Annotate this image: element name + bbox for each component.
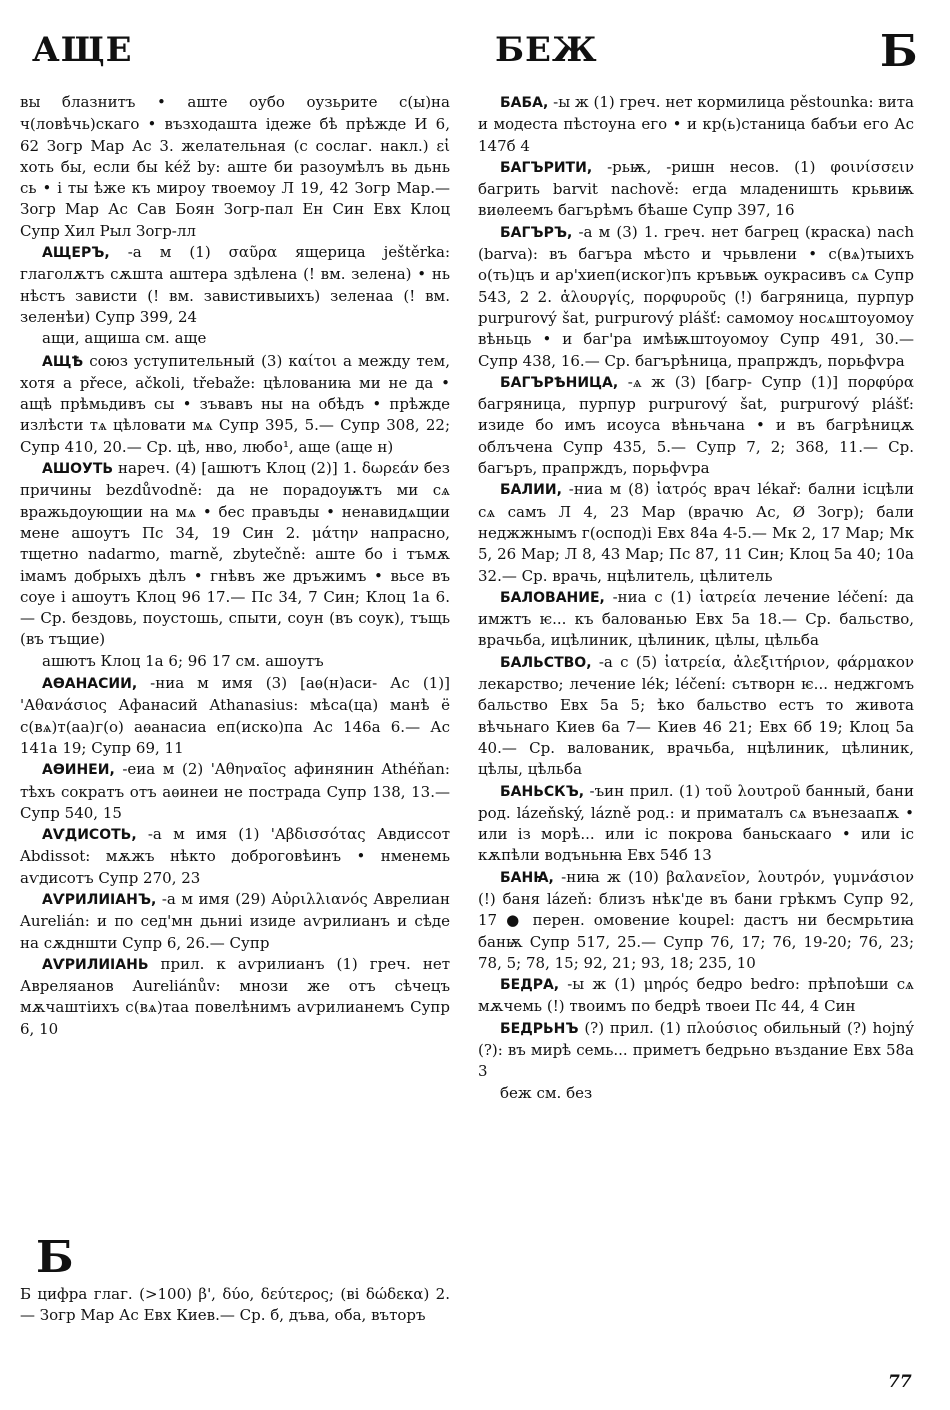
dictionary-entry <box>20 673 450 759</box>
entry-text: (?) прил. (1) πλούσιος обильный (?) hojný (?): въ мирѣ семь... приметъ бедрьно въздание Евх 58а 3 <box>478 1018 914 1081</box>
headword: БАГЪРИТИ, <box>500 159 593 176</box>
dictionary-entry <box>478 974 914 1018</box>
dictionary-entry: Б цифра глаг. (>100) β', δύο, δεύτερος; (ві δώδεκα) 2.— Зогр Мар Ас Евх Киев.— Ср. б, дъва, оба, въторъ <box>20 1285 450 1325</box>
entry-text: -а м имя (1) 'Αβδισσότας Авдиссот Abdissot: мѫжъ нѣкто доброговѣинъ • нменемь аѵдисотъ Супр 270, 23 <box>20 825 450 887</box>
entry-text: союз уступительный (3) καίτοι а между тем, хотя а přece, ačkoli, třebaže: цѣлованиꙗ ми не да • ащѣ прѣмьдивъ сы • зъвавъ ны на обѣдъ • прѣжде излѣсти тѧ цѣловати мѧ Супр 395, 5.— Супр 308, 22; Супр 410, 20.— Ср. цѣ, нво, любо¹, аще (аще н) <box>20 351 450 456</box>
entry-text: -ниа с (1) ἰατρεία лечение léčení: да имжтъ ѥ... къ балованью Евх 5а 18.— Ср. бальство, врачьба, ицѣлиник, цѣлиник, цѣлы, цѣльба <box>478 587 914 650</box>
headword: АѴРИЛИIАНЬ <box>42 956 149 973</box>
dictionary-entry <box>478 1083 914 1105</box>
dictionary-entry <box>20 889 450 954</box>
dictionary-entry <box>20 458 450 651</box>
dictionary-entry <box>20 351 450 458</box>
headword: АЩѢ <box>42 353 84 370</box>
entry-text: -а м имя (29) Αὐριλλιανός Аврелиан Aurelián: и по сед'мн дьниі изиде аѵрилианъ и сѣде на сѫдншти Супр 6, 26.— Супр <box>20 889 450 952</box>
headword: БАЛЬСТВО, <box>500 654 592 671</box>
entry-text: -а м (3) 1. греч. нет багрец (краска) nach (barva): въ багъра мѣсто и чрьвлени • с(вѧ)тыихъ о(ть)цъ и ар'хиеп(иског)пъ кръвьѭ оукрасивъ сѧ Супр 543, 2 2. ἁλουργίς, πορφυροῦς (!) багряница, пурпур purpurový šat, purpurový plášť: самомоу носѧштоуомоу вѣньць • и баг'ра имѣѭштоуомоу Супр 491, 30.— Супр 438, 16.— Ср. багърѣница, прапрждъ, порьфѵра <box>478 222 914 370</box>
headword: АѴДИСОТЬ, <box>42 827 137 844</box>
entry-text: -а м (1) σαῦρα ящерица ještěrka: глаголѫтъ сѫшта аштера здѣлена (! вм. зелена) • нь нѣстъ зависти (! вм. завистивыихъ) зеленаа (! вм. зеленѣи) Супр 399, 24 <box>20 243 450 326</box>
headword: БАБА, <box>500 95 549 111</box>
dictionary-entry <box>20 824 450 889</box>
headword: БЕДРА, <box>500 977 560 994</box>
headword: АЩЕРЪ, <box>42 245 110 262</box>
dictionary-entry <box>478 1018 914 1083</box>
headword: АѲАНАСИИ, <box>42 676 138 693</box>
dictionary-entry <box>478 479 914 586</box>
entry-text: -ѧ ж (3) [багр- Супр (1)] πορφύρα багряница, пурпур purpurový šat, purpurový plášť: изиде бо имъ исоуса вѣньчана • и въ багрѣницѫ облъчена Супр 435, 5.— Супр 7, 2; 368, 11.— Ср. багъръ, прапрждъ, порьфѵра <box>478 372 914 478</box>
section-letter-header: Б <box>880 26 918 77</box>
dictionary-entry <box>478 157 914 222</box>
headword: БАГЪРЪ, <box>500 224 573 241</box>
headword: БЕДРЬНЪ <box>500 1020 579 1037</box>
left-column <box>20 92 450 1040</box>
entry-text: -ниꙗ ж (10) βαλανεῖον, λουτρόν, γυμνάσιον (!) баня lázeň: близъ нѣк'де въ бани грѣкмъ Супр 92, 17 ● перен. омовение koupel: дастъ ни бесмрьтиꙗ банѭ Супр 517, 25.— Супр 76, 17; 76, 19-20; 76, 23; 78, 5; 78, 15; 92, 21; 93, 18; 235, 10 <box>478 867 914 972</box>
entry-text: -еиа м (2) 'Αθηναῖος афинянин Athéňan: тѣхъ сократъ отъ аѳинеи не пострада Супр 138, 13.— Супр 540, 15 <box>20 760 450 822</box>
dictionary-entry <box>478 781 914 867</box>
dictionary-entry <box>478 92 914 157</box>
page-number: 77 <box>888 1372 912 1392</box>
entry-text: -ниа м (8) ἰατρός врач lékař: бални ісцѣли сѧ самъ Л 4, 23 Мар (врачю Ас, Ø Зогр); бали неджжнымъ г(оспод)і Евх 84а 4-5.— Мк 2, 17 Мар; Мк 5, 26 Мар; Л 8, 43 Мар; Пс 87, 11 Син; Клоц 5а 40; 10а 32.— Ср. врачь, нцѣлитель, цѣлитель <box>478 480 914 585</box>
dictionary-entry <box>478 222 914 372</box>
entry-text: прил. к аѵрилианъ (1) греч. нет Авреляанов Aureliánův: мнози же отъ сѣчецъ мѫчаштіихъ с(вѧ)таа повелѣнимъ аѵрилианемъ Супр 6, 10 <box>20 954 450 1038</box>
entry-text: -рьѭ, -ришн несов. (1) φοινίσσειν багрить barvit nachově: егда младеништь крьвиѭ виѳлеемъ багърѣмъ бѣаше Супр 397, 16 <box>478 157 914 220</box>
headword: БАНЬСКЪ, <box>500 783 585 800</box>
headword: АѴРИЛИIАНЪ, <box>42 891 157 908</box>
headword: АѲИНЕИ, <box>42 762 115 779</box>
dictionary-entry <box>20 92 450 242</box>
headword: БАЛИИ, <box>500 482 562 499</box>
dictionary-entry <box>478 867 914 974</box>
dictionary-entry <box>20 651 450 673</box>
dictionary-entry <box>478 587 914 652</box>
entry-text: -ниа м имя (3) [аѳ(н)аси- Ас (1)] 'Αθανάσιος Афанасий Athanasius: мѣса(ца) манѣ ё с(вѧ)т(аа)г(о) аѳанасиа еп(иско)па Ас 146а 6.— Ас 141а 19; Супр 69, 11 <box>20 674 450 757</box>
headword: БАГЪРѢНИЦА, <box>500 374 619 391</box>
section-heading: Б <box>36 1232 74 1283</box>
headword: БАНꙖ, <box>500 869 554 886</box>
dictionary-entry <box>20 328 450 350</box>
entry-text: ащи, ащиша см. аще <box>42 329 207 348</box>
entry-text: беж см. без <box>500 1083 593 1102</box>
dictionary-entry <box>478 372 914 479</box>
entry-text: ашютъ Клоц 1а 6; 96 17 см. ашоутъ <box>42 651 324 670</box>
entry-text: вы блазнитъ • аште оубо оузьрите с(ы)на ч(ловѣчь)скаго • възходашта ідеже бѣ прѣжде И 6, 62 Зогр Мар Ас 3. желательная (с сослаг. накл.) εἰ хоть бы, если бы kéž by: аште би разоумѣлъ вь дьнь сь • і ты ѣже къ мироу твоемоу Л 19, 42 Зогр Мар.— Зогр Мар Ас Сав Боян Зогр-пал Ен Син Евх Клоц Супр Хил Рыл Зогр-лл <box>20 93 450 240</box>
entry-text: -ъин прил. (1) τοῦ λουτροῦ банный, бани род. lázeňský, lázně род.: и приматалъ сѧ вънезаапѫ • или із морѣ... или іс покрова баньскааго • или іс кѫпѣли водъньнꙗ Евх 54б 13 <box>478 781 914 865</box>
dictionary-entry <box>20 759 450 824</box>
dictionary-entry <box>20 954 450 1040</box>
entry-text: нареч. (4) [ашютъ Клоц (2)] 1. δωρεάν без причины bezdůvodně: да не порадоуѭтъ ми сѧ вражьдоующии на мѧ • бес правъды • ненавидѧщии мене ашоутъ Пс 34, 19 Син 2. μάτην напрасно, тщетно nadarmo, marně, zbytečně: аште бо і тъмѫ імамъ добрыхъ дѣлъ • гнѣвъ же дръжимъ • вьсе въ соуе і ашоутъ Клоц 96 17.— Пс 34, 7 Син; Клоц 1а 6.— Ср. бездовь, поустошь, спыти, соун (въ соук), тъщь (въ тъщие) <box>20 459 450 649</box>
right-column <box>478 92 914 1105</box>
dictionary-entry <box>20 242 450 328</box>
dictionary-entry <box>478 652 914 781</box>
headword: БАЛОВАНИЕ, <box>500 589 605 606</box>
entry-text: -а с (5) ἰατρεία, ἀλεξιτήριον, φάρμακον лекарство; лечение lék; léčení: сътворн ѥ... неджгомъ бальство Евх 5а 5; ѣко бальство естъ то живота вѣчьнаго Киев 6а 7— Киев 46 21; Евх 6б 19; Клоц 5а 40.— Ср. валованик, врачьба, нцѣлиник, цѣлиник, цѣлы, цѣльба <box>478 652 914 779</box>
running-head-right: БЕЖ <box>495 30 598 70</box>
entry-text: -ы ж (1) μηρός бедро bedro: прѣпоѣши сѧ мѫчемь (!) твоимъ по бедрѣ твоеи Пс 44, 4 Син <box>478 975 914 1016</box>
headword: АШОУТЬ <box>42 461 114 478</box>
running-head-left: АЩЕ <box>32 30 133 70</box>
entry-text: -ы ж (1) греч. нет кормилица pěstounka: вита и модеста пѣстоуна его • и кр(ь)станица бабъи его Ас 147б 4 <box>478 93 914 155</box>
